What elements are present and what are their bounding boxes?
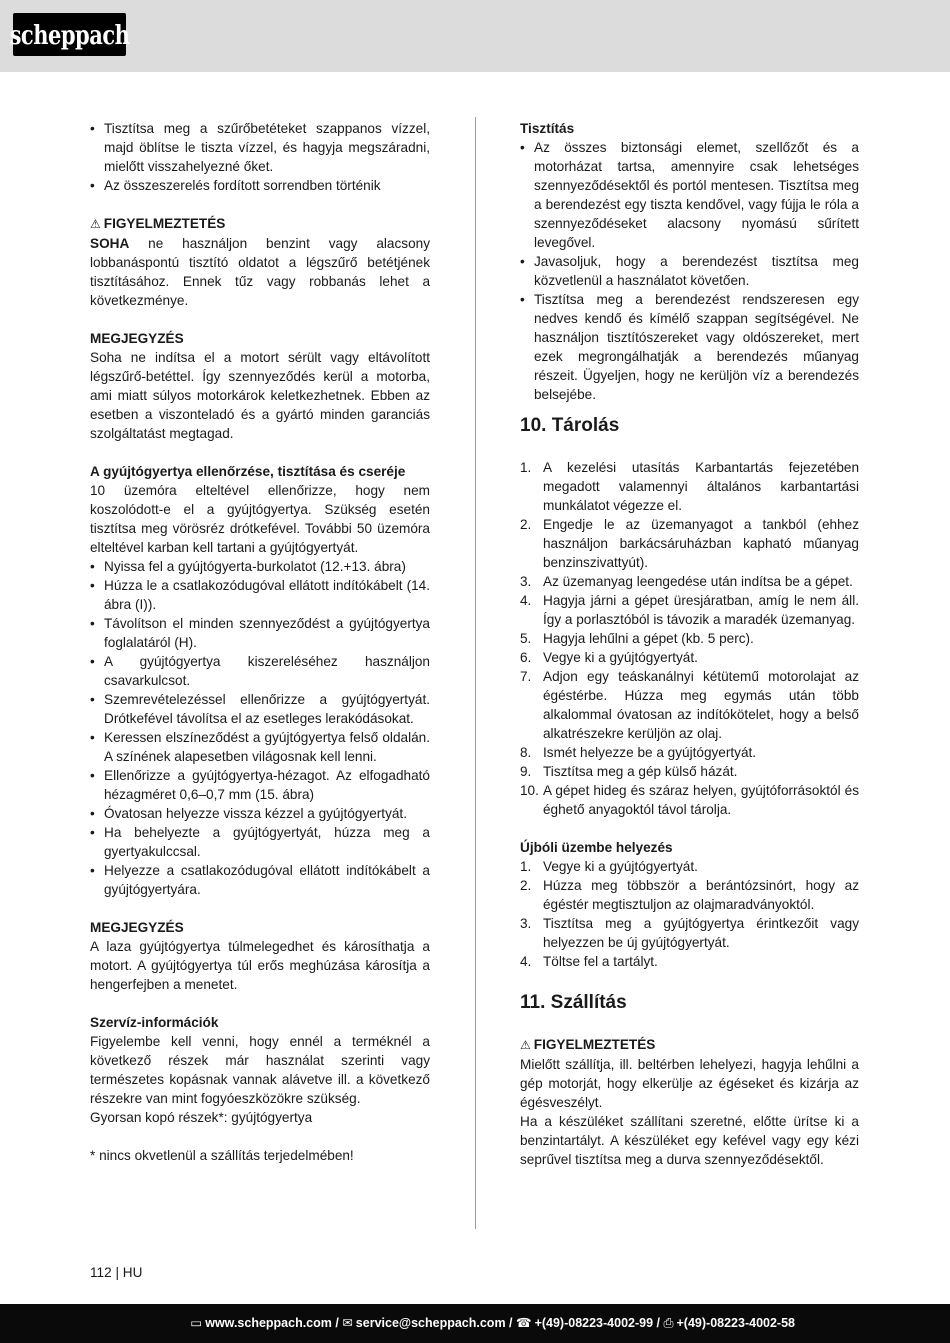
- numbered-item: 3. Tisztítsa meg a gyújtógyertya érintkezőit vagy helyezzen be új gyújtógyertyát.: [520, 916, 859, 950]
- numbered-item: 4. Töltse fel a tartályt.: [520, 954, 658, 969]
- section-heading-restart: Újbóli üzembe helyezés: [520, 840, 673, 855]
- numbered-item: 5. Hagyja lehűlni a gépet (kb. 5 perc).: [520, 631, 754, 646]
- warning-triangle-icon: ⚠: [90, 217, 101, 231]
- fax-icon: ⎙: [663, 1316, 674, 1330]
- numbered-item: 4. Hagyja járni a gépet üresjáratban, amíg le nem áll. Így a porlasztóból is távozik a maradék üzemanyag.: [520, 593, 859, 627]
- note-heading: MEGJEGYZÉS: [90, 920, 184, 935]
- list-item: • Helyezze a csatlakozódugóval ellátott indítókábelt a gyújtógyertyára.: [90, 861, 430, 899]
- numbered-item: 8. Ismét helyezze be a gyújtógyertyát.: [520, 745, 757, 760]
- numbered-item: 10. A gépet hideg és száraz helyen, gyújtóforrásoktól és éghető anyagoktól távol tárolja.: [520, 783, 859, 817]
- section-heading-spark-plug: A gyújtógyertya ellenőrzése, tisztítása és cseréje: [90, 464, 406, 479]
- phone-icon: ☎: [515, 1316, 532, 1330]
- list-item: • Az összeszerelés fordított sorrendben történik: [90, 176, 430, 195]
- footer-bar: [0, 1304, 950, 1343]
- warning-heading: ⚠ FIGYELMEZTETÉS: [520, 1035, 859, 1055]
- warning-heading: ⚠ FIGYELMEZTETÉS: [90, 214, 430, 234]
- page-number: 112 | HU: [90, 1265, 143, 1280]
- brand-logo: [9, 13, 130, 56]
- numbered-item: 1. A kezelési utasítás Karbantartás fejezetében megadott valamennyi általános karbantartási munkálatot végezze el.: [520, 460, 859, 513]
- warning-triangle-icon: ⚠: [520, 1038, 531, 1052]
- contact-line: ▭ www.scheppach.com / ✉ service@scheppach.com / ☎ +(49)-08223-4002-99 / ⎙ +(49)-08223-4002-58: [190, 1316, 795, 1330]
- numbered-item: 6. Vegye ki a gyújtógyertyát.: [520, 650, 698, 665]
- spark-plug-text: 10 üzemóra elteltével ellenőrizze, hogy nem koszolódott-e el a gyújtógyertya. Szükség esetén tisztítsa meg vörösréz drótkefével. További 50 üzemóra elteltével karban kell tartani a gyújtógyertyát.: [90, 483, 430, 555]
- list-item: • Tisztítsa meg a szűrőbetéteket szappanos vízzel, majd öblítse le tiszta vízzel, és hagyja megszáradni, mielőtt visszahelyezné őket.: [90, 119, 430, 176]
- phone-number: +(49)-08223-4002-99: [534, 1316, 654, 1330]
- numbered-item: 1. Vegye ki a gyújtógyertyát.: [520, 859, 698, 874]
- service-text: Figyelembe kell venni, hogy ennél a terméknél a következő részek már használat szerinti vagy természetes kopásnak vannak alávetve ill. a következő részekre van mint fogyóeszközökre szükség.: [90, 1034, 430, 1106]
- transport-text: Ha a készüléket szállítani szeretné, előtte ürítse ki a benzintartályt. A készüléket egy kefével vagy egy kézi seprűvel tisztítsa meg a durva szennyeződésektől.: [520, 1114, 859, 1167]
- wear-parts-text: Gyorsan kopó részek*: gyújtógyertya: [90, 1110, 313, 1125]
- list-item: • Óvatosan helyezze vissza kézzel a gyújtógyertyát.: [90, 804, 430, 823]
- list-item: • Az összes biztonsági elemet, szellőzőt és a motorházat tartsa, amennyire csak lehetséges szennyeződésektől és portól mentesen. Tisztítsa meg a berendezést egy tiszta kendővel, vagy fújja le róla a szennyeződéseket alacsony nyomású sűrített levegővel.: [520, 138, 859, 252]
- list-item: • Nyissa fel a gyújtógyerta-burkolatot (12.+13. ábra): [90, 557, 430, 576]
- section-heading-cleaning: Tisztítás: [520, 121, 575, 136]
- note-heading: MEGJEGYZÉS: [90, 331, 184, 346]
- computer-icon: ▭: [190, 1316, 203, 1330]
- list-item: • Húzza le a csatlakozódugóval ellátott indítókábelt (14. ábra (I)).: [90, 576, 430, 614]
- email-link[interactable]: service@scheppach.com: [355, 1316, 506, 1330]
- left-column: [90, 119, 430, 1165]
- note-text: A laza gyújtógyertya túlmelegedhet és károsíthatja a motort. A gyújtógyertya túl erős meghúzása károsítja a hengerfejben a menetet.: [90, 939, 430, 992]
- section-title-transport: 11. Szállítás: [520, 992, 627, 1013]
- list-item: • Szemrevételezéssel ellenőrizze a gyújtógyertyát. Drótkefével távolítsa el az esetleges lerakódásokat.: [90, 690, 430, 728]
- list-item: • A gyújtógyertya kiszereléséhez használjon csavarkulcsot.: [90, 652, 430, 690]
- transport-text: Mielőtt szállítja, ill. beltérben lehelyezi, hagyja lehűlni a gép motorját, hogy elkerülje az égéseket és kizárja az égésveszélyt.: [520, 1057, 859, 1110]
- section-heading-service: Szervíz-információk: [90, 1015, 219, 1030]
- email-icon: ✉: [342, 1316, 353, 1330]
- header-band: [0, 0, 950, 72]
- list-item: • Távolítson el minden szennyeződést a gyújtógyertya foglalatáról (H).: [90, 614, 430, 652]
- list-item: • Tisztítsa meg a berendezést rendszeresen egy nedves kendő és kímélő szappan segítségével. Ne használjon tisztítószereket vagy oldószereket, mert ezek megrongálhatják a berendezés műanyag részeit. Ügyeljen, hogy ne kerüljön víz a berendezés belsejébe.: [520, 290, 859, 404]
- section-title-storage: 10. Tárolás: [520, 415, 620, 436]
- logo-text: scheppach: [9, 18, 130, 51]
- list-item: • Keressen elszíneződést a gyújtógyertya felső oldalán. A színének alapesetben világosnak kell lenni.: [90, 728, 430, 766]
- numbered-item: 2. Engedje le az üzemanyagot a tankból (ehhez használjon barkácsáruházban kapható műanyag benzinszivattyút).: [520, 517, 859, 570]
- list-item: • Ellenőrizze a gyújtógyertya-hézagot. Az elfogadható hézagméret 0,6–0,7 mm (15. ábra): [90, 766, 430, 804]
- note-text: Soha ne indítsa el a motort sérült vagy eltávolított légszűrő-betéttel. Így szennyeződés kerül a motorba, ami miatt súlyos motorkárok keletkezhetnek. Ebben az esetben a viszonteladó és a gyártó minden garanciás szolgáltatást megtagad.: [90, 350, 430, 441]
- list-item: • Ha behelyezte a gyújtógyertyát, húzza meg a gyertyakulccsal.: [90, 823, 430, 861]
- warning-text: SOHA ne használjon benzint vagy alacsony lobbanáspontú tisztító oldatot a légszűrő betétjének tisztításához. Ennek tűz vagy robbanás lehet a következménye.: [90, 236, 430, 308]
- numbered-item: 2. Húzza meg többször a berántózsinórt, hogy az égéstér megtisztuljon az olajmaradványoktól.: [520, 878, 859, 912]
- fax-number: +(49)-08223-4002-58: [676, 1316, 795, 1330]
- right-column: [520, 119, 859, 1169]
- list-item: • Javasoljuk, hogy a berendezést tisztítsa meg közvetlenül a használatot követően.: [520, 252, 859, 290]
- footnote: * nincs okvetlenül a szállítás terjedelmében!: [90, 1148, 354, 1163]
- website-link[interactable]: www.scheppach.com: [205, 1316, 332, 1330]
- column-divider: [475, 117, 476, 1229]
- numbered-item: 3. Az üzemanyag leengedése után indítsa be a gépet.: [520, 574, 853, 589]
- numbered-item: 7. Adjon egy teáskanálnyi kétütemű motorolajat az égéstérbe. Húzza meg egymás után több alkalommal óvatosan az indítókötelet, hogy a belső alkatrészekre kerüljön az olaj.: [520, 669, 859, 741]
- numbered-item: 9. Tisztítsa meg a gép külső házát.: [520, 764, 738, 779]
